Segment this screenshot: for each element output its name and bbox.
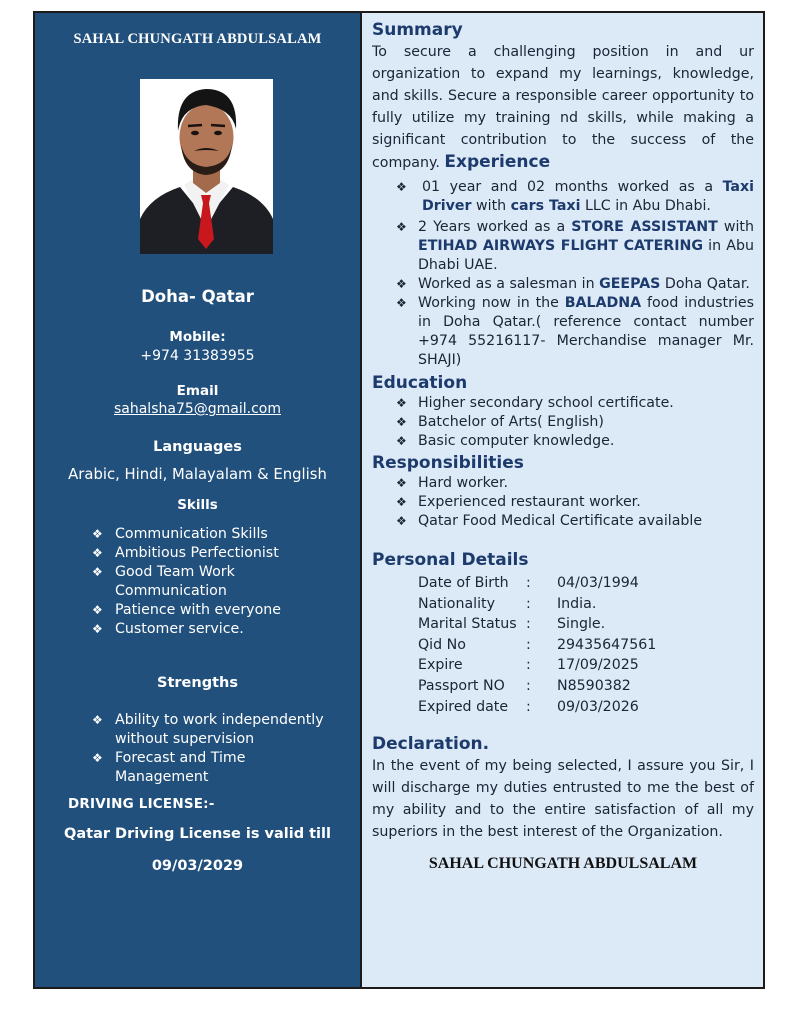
list-item: ❖ Forecast and Time Management: [92, 750, 246, 785]
diamond-bullet-icon: ❖: [92, 713, 103, 727]
main-content: [360, 13, 763, 987]
personal-details-table: [418, 573, 656, 717]
list-item: ❖ 01 year and 02 months worked as a Taxi Driver with cars Taxi LLC in Abu Dhabi.: [396, 179, 754, 214]
table-row: Expired date : 09/03/2026: [418, 698, 639, 715]
education-heading: Education: [372, 373, 468, 393]
diamond-bullet-icon: ❖: [92, 751, 103, 765]
email-label: Email: [176, 383, 219, 399]
driving-license-label: DRIVING LICENSE:-: [68, 796, 215, 812]
languages-value: Arabic, Hindi, Malayalam & English: [68, 466, 327, 483]
declaration-heading: Declaration.: [372, 734, 490, 755]
diamond-bullet-icon: ❖: [92, 603, 103, 617]
strengths-label: Strengths: [157, 675, 238, 691]
responsibilities-list: [372, 474, 754, 531]
diamond-bullet-icon: ❖: [396, 476, 407, 490]
diamond-bullet-icon: ❖: [396, 277, 407, 291]
table-row: Date of Birth : 04/03/1994: [418, 575, 639, 591]
sidebar: [35, 13, 360, 987]
skills-label: Skills: [177, 497, 218, 513]
driving-license-text: Qatar Driving License is valid till: [64, 826, 331, 842]
list-item: ❖ Batchelor of Arts( English): [396, 414, 604, 430]
location: Doha- Qatar: [141, 287, 254, 306]
mobile-label: Mobile:: [169, 329, 226, 345]
list-item: ❖ Communication Skills: [92, 526, 268, 542]
list-item: ❖ Patience with everyone: [92, 602, 281, 618]
diamond-bullet-icon: ❖: [92, 546, 103, 560]
personal-details-heading: Personal Details: [372, 550, 529, 570]
summary-text: To secure a challenging position in and ur organization to expand my learnings, knowledge, and skills. Secure a responsible career opportunity to fully utilize my training nd skills, while making a significant contribution to the success of the company. Experience: [372, 44, 754, 172]
list-item: ❖ Working now in the BALADNA food industries in Doha Qatar.( reference contact number +974 55216117- Merchandise manager Mr. SHAJI): [396, 295, 754, 368]
diamond-bullet-icon: ❖: [396, 495, 407, 509]
list-item: ❖ Qatar Food Medical Certificate available: [396, 513, 703, 529]
signature-name: SAHAL CHUNGATH ABDULSALAM: [428, 855, 698, 873]
table-row: Marital Status : Single.: [418, 616, 606, 633]
driving-license-date: 09/03/2029: [151, 858, 244, 874]
list-item: ❖ Higher secondary school certificate.: [396, 395, 674, 411]
mobile-value: +974 31383955: [140, 348, 255, 364]
summary-heading: Summary: [372, 20, 463, 40]
table-row: Qid No : 29435647561: [418, 636, 657, 653]
table-row: Passport NO : N8590382: [418, 677, 631, 694]
diamond-bullet-icon: ❖: [396, 434, 407, 448]
list-item: ❖ Ambitious Perfectionist: [92, 545, 279, 561]
skills-list: [92, 525, 352, 639]
diamond-bullet-icon: ❖: [396, 514, 407, 528]
candidate-name: SAHAL CHUNGATH ABDULSALAM: [73, 31, 322, 47]
diamond-bullet-icon: ❖: [396, 180, 407, 194]
diamond-bullet-icon: ❖: [396, 396, 407, 410]
list-item: ❖ Ability to work independently without supervision: [92, 712, 324, 747]
diamond-bullet-icon: ❖: [396, 220, 407, 234]
experience-heading: Experience: [444, 152, 551, 172]
list-item: ❖ Worked as a salesman in GEEPAS Doha Qatar.: [396, 276, 750, 292]
diamond-bullet-icon: ❖: [92, 622, 103, 636]
diamond-bullet-icon: ❖: [396, 296, 407, 310]
profile-photo: [140, 79, 273, 254]
list-item: ❖ Basic computer knowledge.: [396, 433, 615, 449]
diamond-bullet-icon: ❖: [396, 415, 407, 429]
declaration-text: In the event of my being selected, I assure you Sir, I will discharge my duties entrusted to me the best of my ability and to the entire satisfaction of all my superiors in the best interest of the Organization.: [372, 758, 754, 841]
experience-list: [372, 178, 754, 370]
responsibilities-heading: Responsibilities: [372, 453, 524, 473]
email-link[interactable]: sahalsha75@gmail.com: [113, 401, 281, 417]
list-item: ❖ Customer service.: [92, 621, 244, 637]
languages-label: Languages: [153, 439, 242, 455]
table-row: Expire : 17/09/2025: [418, 657, 639, 674]
resume-page: [33, 11, 765, 989]
table-row: Nationality : India.: [418, 595, 597, 612]
list-item: ❖ Experienced restaurant worker.: [396, 494, 641, 510]
diamond-bullet-icon: ❖: [92, 565, 103, 579]
strengths-list: [92, 711, 352, 787]
diamond-bullet-icon: ❖: [92, 527, 103, 541]
list-item: ❖ 2 Years worked as a STORE ASSISTANT with ETIHAD AIRWAYS FLIGHT CATERING in Abu Dhabi UAE.: [396, 219, 754, 273]
list-item: ❖ Hard worker.: [396, 475, 509, 491]
list-item: ❖ Good Team Work Communication: [92, 564, 235, 599]
education-list: [372, 394, 754, 451]
